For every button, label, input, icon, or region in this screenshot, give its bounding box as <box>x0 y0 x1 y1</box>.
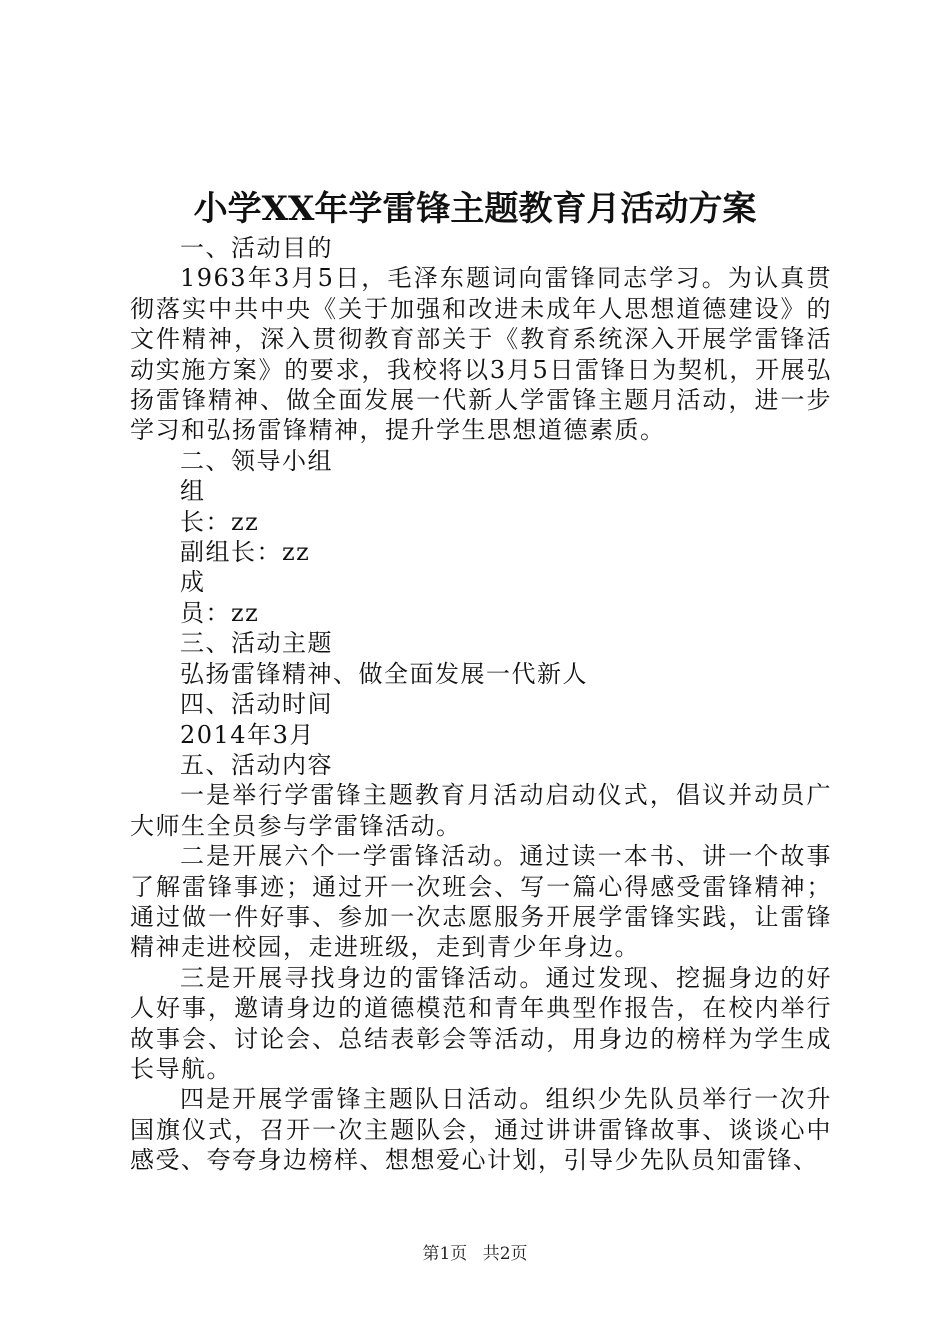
member-value-line: 员：zz <box>180 598 260 627</box>
section-heading-purpose: 一、活动目的 <box>180 234 333 262</box>
paragraph-content-4: 四是开展学雷锋主题队日活动。组织少先队员举行一次升国旗仪式，召开一次主题队会，通过讲讲雷锋故事、谈谈心中感受、夸夸身边榜样、想想爱心计划，引导少先队员知雷锋、 <box>130 1085 832 1175</box>
section-heading-time: 四、活动时间 <box>180 690 333 719</box>
document-body <box>130 233 832 1176</box>
document-title: 小学XX年学雷锋主题教育月活动方案 <box>193 189 757 229</box>
paragraph-content-1: 一是举行学雷锋主题教育月活动启动仪式，倡议并动员广大师生全员参与学雷锋活动。 <box>130 781 832 840</box>
page-footer <box>0 1242 950 1266</box>
section-heading-theme: 三、活动主题 <box>180 629 333 658</box>
section-heading-content: 五、活动内容 <box>180 750 333 779</box>
page-total: 共2页 <box>482 1244 528 1264</box>
paragraph-purpose: 1963年3月5日，毛泽东题词向雷锋同志学习。为认真贯彻落实中共中央《关于加强和改进未成年人思想道德建设》的文件精神，深入贯彻教育部关于《教育系统深入开展学雷锋活动实施方案》的要求，我校将以3月5日雷锋日为契机，开展弘扬雷锋精神、做全面发展一代新人学雷锋主题月活动，进一步学习和弘扬雷锋精神，提升学生思想道德素质。 <box>130 264 832 445</box>
leader-value-line: 长：zz <box>180 507 260 536</box>
paragraph-content-3: 三是开展寻找身边的雷锋活动。通过发现、挖掘身边的好人好事，邀请身边的道德模范和青年典型作报告，在校内举行故事会、讨论会、总结表彰会等活动，用身边的榜样为学生成长导航。 <box>130 963 832 1083</box>
page-number: 第1页 <box>422 1244 468 1264</box>
paragraph-content-2: 二是开展六个一学雷锋活动。通过读一本书、讲一个故事了解雷锋事迹；通过开一次班会、写一篇心得感受雷锋精神；通过做一件好事、参加一次志愿服务开展学雷锋实践，让雷锋精神走进校园，走进班级，走到青少年身边。 <box>130 842 832 962</box>
deputy-leader-line: 副组长：zz <box>180 538 311 567</box>
section-heading-leadership: 二、领导小组 <box>180 446 333 475</box>
member-label-line: 成 <box>180 568 206 597</box>
leader-label-line: 组 <box>180 477 206 506</box>
paragraph-theme: 弘扬雷锋精神、做全面发展一代新人 <box>180 659 588 688</box>
paragraph-time: 2014年3月 <box>180 720 315 749</box>
